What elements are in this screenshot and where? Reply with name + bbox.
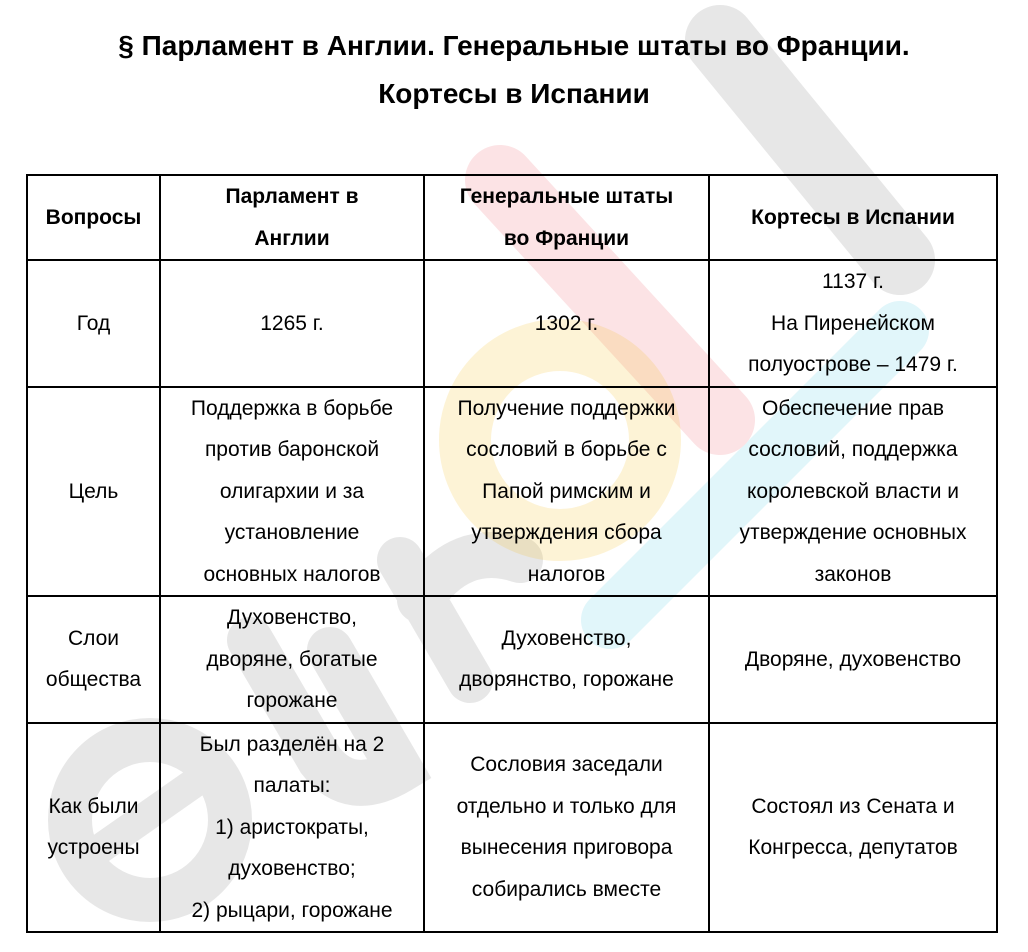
comparison-table — [26, 174, 998, 933]
header-spain-cortes: Кортесы в Испании — [709, 175, 997, 260]
row-label-goal: Цель — [27, 387, 160, 597]
cell-england-social-layers: Духовенство, дворяне, богатые горожане — [160, 596, 424, 723]
header-england-parliament: Парламент в Англии — [160, 175, 424, 260]
row-label-social-layers: Слои общества — [27, 596, 160, 723]
row-label-structure: Как были устроены — [27, 723, 160, 933]
header-france-estates-general: Генеральные штаты во Франции — [424, 175, 709, 260]
cell-england-structure: Был разделён на 2 палаты: 1) аристократы, духовенство; 2) рыцари, горожане — [160, 723, 424, 933]
table-row-social-layers — [27, 596, 997, 723]
page-title-line-2: Кортесы в Испании — [378, 78, 650, 109]
cell-france-social-layers: Духовенство, дворянство, горожане — [424, 596, 709, 723]
cell-spain-year: 1137 г. На Пиренейском полуострове – 1479 г. — [709, 260, 997, 387]
page-title — [0, 22, 1028, 118]
cell-spain-goal: Обеспечение прав сословий, поддержка королевской власти и утверждение основных законов — [709, 387, 997, 597]
table-header-row — [27, 175, 997, 260]
cell-spain-structure: Состоял из Сената и Конгресса, депутатов — [709, 723, 997, 933]
table-row-goal — [27, 387, 997, 597]
cell-spain-social-layers: Дворяне, духовенство — [709, 596, 997, 723]
cell-france-year: 1302 г. — [424, 260, 709, 387]
table-row-structure — [27, 723, 997, 933]
cell-france-structure: Сословия заседали отдельно и только для вынесения приговора собирались вместе — [424, 723, 709, 933]
cell-france-goal: Получение поддержки сословий в борьбе с Папой римским и утверждения сбора налогов — [424, 387, 709, 597]
table-row-year — [27, 260, 997, 387]
page-title-line-1: § Парламент в Англии. Генеральные штаты во Франции. — [118, 30, 910, 61]
row-label-year: Год — [27, 260, 160, 387]
header-questions: Вопросы — [27, 175, 160, 260]
cell-england-year: 1265 г. — [160, 260, 424, 387]
cell-england-goal: Поддержка в борьбе против баронской олигархии и за установление основных налогов — [160, 387, 424, 597]
